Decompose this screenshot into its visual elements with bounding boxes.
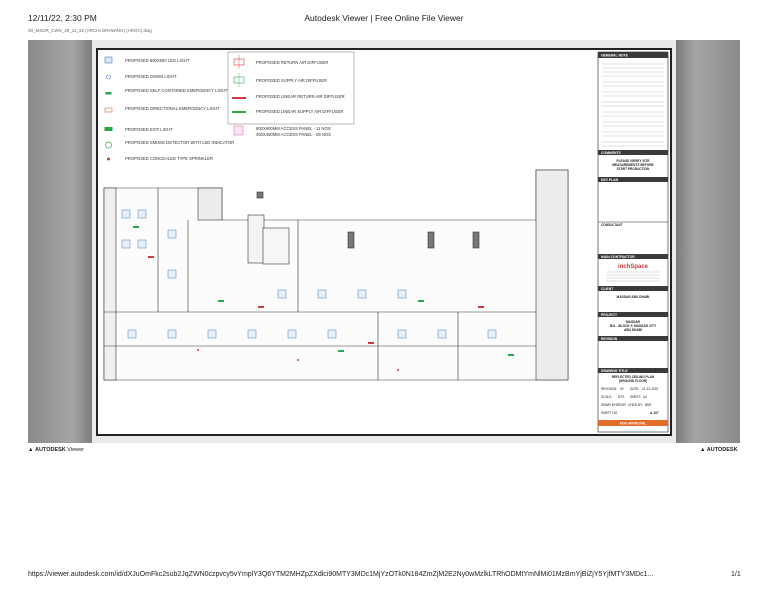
sheet-no-value: A-107: [650, 411, 659, 415]
drawing-svg: [98, 50, 670, 434]
revision-heading: REVISION: [601, 336, 618, 341]
page-number: 1/1: [731, 571, 741, 578]
client-heading: CLIENT: [601, 286, 614, 291]
brand-left-bold: AUTODESK: [34, 447, 66, 453]
legend-sprinkler: PROPOSED CONCEALED TYPE SPRINKLER: [125, 156, 213, 161]
legend-led-light: PROPOSED 600X600 LED LIGHT: [125, 58, 190, 63]
scale-value: NTS: [618, 395, 625, 399]
drawing-sheet[interactable]: [96, 48, 672, 436]
comment-line-3: START PRODUCTION: [616, 167, 650, 171]
legend-linear-supply: PROPOSED LINEAR SUPPLY AIR DIFFUSER: [256, 109, 344, 114]
legend-right: [228, 52, 354, 137]
legend-left: [105, 57, 235, 161]
legend-smoke-detector: PROPOSED SMOKE DETECTOR WITH LED INDICATOR: [125, 140, 235, 145]
page-title: Autodesk Viewer | Free Online File Viewer: [304, 13, 464, 23]
smoke-detector-icon: [106, 142, 112, 148]
sheet-value: A3: [643, 395, 647, 399]
print-date: 12/11/22, 2:30 PM: [28, 13, 97, 23]
scale-label: SCALE:: [601, 395, 613, 399]
legend-exit-light: PROPOSED EXIT LIGHT: [125, 127, 173, 132]
viewer-gutter-left: [28, 40, 92, 443]
access-panel-icon: [234, 126, 243, 135]
key-plan-heading: KEY PLAN: [601, 177, 619, 182]
project-heading: PROJECT: [601, 312, 618, 317]
legend-access-panel-600: 600X600MM ACCESS PANEL - 11 NOS: [256, 126, 331, 131]
autodesk-viewer-brand: [28, 447, 84, 453]
brand-right-text: AUTODESK: [706, 447, 738, 453]
comment-line-2: MEASUREMENTS BEFORE: [612, 163, 654, 167]
viewer-canvas[interactable]: [28, 40, 740, 443]
drawing-title-line-1: REFLECTED CEILING PLAN: [611, 375, 655, 379]
file-name: 00_MSDR_CWS_29_11_22 (ARCHI DRAWING) (AROC).dwg: [28, 28, 152, 33]
emergency-light-icon: [106, 92, 112, 95]
autodesk-brand: [700, 447, 738, 453]
floor-plan: [104, 170, 568, 380]
legend-return-diffuser: PROPOSED RETURN AIR DIFFUSER: [256, 60, 329, 65]
contractor-logo: inchSpace: [617, 264, 649, 270]
linear-supply-icon: [232, 111, 246, 113]
brand-left-light: Viewer: [67, 447, 84, 453]
autodesk-logo-icon-right: ▲: [700, 447, 706, 453]
checked-by-value: BDE: [645, 403, 652, 407]
date-value: 01-12-2022: [642, 387, 659, 391]
legend-linear-return: PROPOSED LINEAR RETURN AIR DIFFUSER: [256, 94, 345, 99]
approval-stamp: FOR APPROVAL: [619, 421, 647, 426]
comment-line-1: PLEASE VERIFY SITE: [616, 159, 650, 163]
project-line-3: ABU DHABI: [624, 328, 642, 332]
drawing-title-heading: DRAWING TITLE: [601, 368, 628, 373]
exit-light-icon: [105, 127, 113, 131]
project-line-1: MASDAR: [626, 320, 640, 324]
checked-by-label: CHKD BY:: [628, 403, 643, 407]
autodesk-logo-icon: ▲: [28, 447, 34, 453]
sheet-no-label: SHEET NO.: [601, 411, 619, 415]
legend-access-panel-450: 450X450MM ACCESS PANEL - 08 NOS: [256, 132, 331, 137]
consultant-heading: CONSULTANT: [601, 223, 623, 227]
directional-light-icon: [105, 108, 112, 112]
legend-directional-light: PROPOSED DIRECTIONAL EMERGENCY LIGHT: [125, 106, 220, 111]
print-url: https://viewer.autodesk.com/id/dXJuOmFkc2sub2JqZWN0czpvcy5vYmplY3Q6YTM2MHZpZXdlci90MTY3MDc1MjYzOTk0N184ZmZjM2E2Ny0wMzlkLTRhODMtYmNlMi01MzBmYjBiZjY5YjfMTY3MDc1...: [28, 571, 654, 578]
general-note-heading: GENERAL NOTE: [601, 53, 628, 58]
client-name: MASDAR ABU DHABI: [616, 295, 650, 299]
led-light-icon: [105, 57, 112, 63]
main-contractor-heading: MAIN CONTRACTOR: [601, 254, 635, 259]
legend-down-light: PROPOSED DOWN LIGHT: [125, 74, 177, 79]
date-label: DATE:: [630, 387, 640, 391]
project-line-2: B11 - BLOCK F, MASDAR CITY: [609, 324, 657, 328]
down-light-icon: [107, 75, 111, 79]
drawn-by-value: SR/SR: [616, 403, 626, 407]
revision-label: REVISION:: [601, 387, 618, 391]
sheet-label: SHEET:: [630, 395, 642, 399]
revision-value: 00: [620, 387, 624, 391]
drawing-title-line-2: (GROUND FLOOR): [618, 379, 648, 383]
linear-return-icon: [232, 97, 246, 99]
comments-heading: COMMENTS: [601, 150, 621, 155]
legend-emergency-light: PROPOSED SELF CONTAINED EMERGENCY LIGHT: [125, 88, 228, 93]
sprinkler-icon: [107, 158, 110, 161]
legend-supply-diffuser: PROPOSED SUPPLY AIR DIFFUSER: [256, 78, 328, 83]
viewer-gutter-right: [676, 40, 740, 443]
title-block: [598, 52, 668, 432]
drawn-by-label: DRWN BY:: [601, 403, 617, 407]
